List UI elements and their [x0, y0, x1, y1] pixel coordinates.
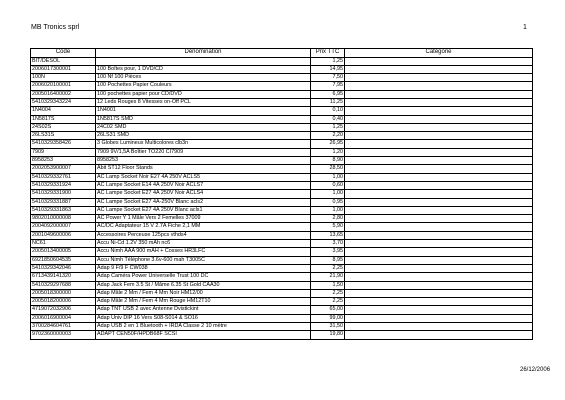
table-row	[31, 281, 533, 289]
cell-price: 6,95	[311, 90, 345, 98]
cell-denomination: AC Lamp Socket Noir E27 4A 250V ACLS5	[96, 173, 311, 181]
cell-price: 8,95	[311, 256, 345, 264]
cell-code: 3700284604761	[31, 323, 96, 331]
cell-code: 5410329331924	[31, 181, 96, 189]
cell-code: 9702360000003	[31, 331, 96, 339]
cell-category	[345, 98, 533, 106]
cell-category	[345, 107, 533, 115]
cell-denomination: Adap Mâle 2 Mm / Fem 4 Mm Rouge HM12T10	[96, 298, 311, 306]
table-row	[31, 323, 533, 331]
cell-code: 2004092000007	[31, 223, 96, 231]
cell-price: 0,60	[311, 181, 345, 189]
table-row	[31, 240, 533, 248]
table-row	[31, 74, 533, 82]
cell-code: BIT/DESOL	[31, 57, 96, 65]
cell-code: 6713439141320	[31, 273, 96, 281]
cell-price: 1,00	[311, 206, 345, 214]
table-row	[31, 107, 533, 115]
cell-category	[345, 181, 533, 189]
cell-price: 1,00	[311, 190, 345, 198]
table-row	[31, 206, 533, 214]
cell-code: 2005018200006	[31, 298, 96, 306]
cell-code: 2005016400002	[31, 90, 96, 98]
cell-category	[345, 223, 533, 231]
column-header-price: Prix TTC	[311, 49, 345, 58]
cell-category	[345, 173, 533, 181]
table-row	[31, 289, 533, 297]
table-row	[31, 157, 533, 165]
cell-price: 1,20	[311, 148, 345, 156]
cell-price: 14,95	[311, 65, 345, 73]
cell-denomination: AC Lampe Socket E27 4A 250V Blanc acls1	[96, 206, 311, 214]
cell-denomination: 7909 9V/1,5A Boîtier TO220 CI7909	[96, 148, 311, 156]
cell-price: 7,50	[311, 74, 345, 82]
cell-denomination: Adap Jack Fem 3.5 St / Mâme 6.35 St Gold CAA30	[96, 281, 311, 289]
cell-denomination: ADAPT CEN50F/HPDB68F SCSI	[96, 331, 311, 339]
cell-category	[345, 198, 533, 206]
cell-price: 11,25	[311, 98, 345, 106]
table-row	[31, 215, 533, 223]
cell-category	[345, 165, 533, 173]
table-row	[31, 331, 533, 339]
page-number: 1	[523, 24, 527, 31]
cell-code: 5410329331863	[31, 206, 96, 214]
cell-category	[345, 231, 533, 239]
cell-code: 5410329342046	[31, 264, 96, 272]
cell-denomination: 3 Globes Lumineux Multicolores clb3n	[96, 140, 311, 148]
cell-code: 1N4004	[31, 107, 96, 115]
cell-category	[345, 331, 533, 339]
cell-price: 0,40	[311, 115, 345, 123]
cell-denomination: Accu Nimh AAA 900 mAH + Cosses HR3LFC	[96, 248, 311, 256]
cell-price: 1,25	[311, 57, 345, 65]
cell-price: 7,95	[311, 82, 345, 90]
cell-denomination	[96, 57, 311, 65]
cell-code: 24S02S	[31, 123, 96, 131]
column-header-category: Catégorie	[345, 49, 533, 58]
cell-code: 2006016900004	[31, 314, 96, 322]
table-header-row	[31, 49, 533, 58]
cell-price: 3,95	[311, 248, 345, 256]
cell-code: 5410329331887	[31, 198, 96, 206]
table-row	[31, 165, 533, 173]
table-row	[31, 314, 533, 322]
cell-price: 0,10	[311, 107, 345, 115]
cell-denomination: Adap Caméra Power Universelle Trust 100 DC	[96, 273, 311, 281]
cell-category	[345, 273, 533, 281]
cell-category	[345, 82, 533, 90]
cell-denomination: 100 Pochettes Papier Couleurs	[96, 82, 311, 90]
table-row	[31, 256, 533, 264]
cell-denomination: AC/DC Adaptateur 15 V 2.7A Fiche 2,1 MM	[96, 223, 311, 231]
cell-code: 100N	[31, 74, 96, 82]
table-row	[31, 198, 533, 206]
cell-code: 2002053900007	[31, 165, 96, 173]
cell-code: 5410329332761	[31, 173, 96, 181]
cell-price: 26,95	[311, 140, 345, 148]
cell-price: 2,25	[311, 289, 345, 297]
cell-category	[345, 148, 533, 156]
cell-price: 8,90	[311, 157, 345, 165]
table-row	[31, 273, 533, 281]
cell-price: 28,50	[311, 165, 345, 173]
cell-code: 2005013400005	[31, 248, 96, 256]
cell-denomination: Accu Ni-Cd 1.2V 350 mAh nc6	[96, 240, 311, 248]
table-row	[31, 148, 533, 156]
cell-denomination: 1N5817S SMD	[96, 115, 311, 123]
cell-code: 8958253	[31, 157, 96, 165]
cell-category	[345, 65, 533, 73]
table-row	[31, 190, 533, 198]
table-row	[31, 115, 533, 123]
cell-category	[345, 240, 533, 248]
cell-price: 2,25	[311, 264, 345, 272]
cell-category	[345, 115, 533, 123]
table-row	[31, 231, 533, 239]
cell-category	[345, 57, 533, 65]
cell-price: 21,90	[311, 273, 345, 281]
cell-code: 4719072032906	[31, 306, 96, 314]
cell-code: 2006020100001	[31, 82, 96, 90]
table-row	[31, 140, 533, 148]
table-row	[31, 264, 533, 272]
cell-price: 99,00	[311, 314, 345, 322]
cell-denomination: 8958253	[96, 157, 311, 165]
cell-category	[345, 123, 533, 131]
cell-code: 5410329358426	[31, 140, 96, 148]
table-row	[31, 123, 533, 131]
cell-code: 2001049600006	[31, 231, 96, 239]
cell-price: 13,65	[311, 231, 345, 239]
cell-denomination: Accu Nimh Téléphone 3.6v-600 mah T3005C	[96, 256, 311, 264]
price-list-table	[30, 48, 533, 340]
table-row	[31, 181, 533, 189]
cell-category	[345, 90, 533, 98]
cell-code: 26LS31S	[31, 132, 96, 140]
cell-denomination: 100 Nf 100 Pièces	[96, 74, 311, 82]
cell-denomination: Accessoires Perceuse 125pcs vthds4	[96, 231, 311, 239]
cell-category	[345, 140, 533, 148]
cell-code: 5410329297688	[31, 281, 96, 289]
cell-price: 1,50	[311, 281, 345, 289]
cell-denomination: Adap TNT USB 2 avec Antenne Dvistickint	[96, 306, 311, 314]
cell-denomination: 100 pochettes papier pour CD/DVD	[96, 90, 311, 98]
cell-denomination: 100 Boîtes pour, 1 DVD/CD	[96, 65, 311, 73]
cell-code: 5410329331900	[31, 190, 96, 198]
cell-category	[345, 289, 533, 297]
table-row	[31, 98, 533, 106]
print-date: 26/12/2006	[520, 367, 551, 373]
cell-denomination: Adap 9 F/9 F CW038	[96, 264, 311, 272]
cell-category	[345, 248, 533, 256]
cell-denomination: 26LS31 SMD	[96, 132, 311, 140]
cell-category	[345, 132, 533, 140]
cell-price: 19,80	[311, 331, 345, 339]
cell-category	[345, 314, 533, 322]
cell-denomination: Adap USB 2 en 1 Bluetooth + IRDA Classe 2 10 mètre	[96, 323, 311, 331]
cell-category	[345, 215, 533, 223]
cell-price: 2,25	[311, 298, 345, 306]
table-row	[31, 132, 533, 140]
cell-denomination: 1N4001	[96, 107, 311, 115]
cell-denomination: AC Lampe Socket E27 4A-250V Blanc acls2	[96, 198, 311, 206]
cell-price: 31,50	[311, 323, 345, 331]
cell-denomination: Adap Univ DIP 16 Vers S08-S014 & SO16	[96, 314, 311, 322]
cell-category	[345, 157, 533, 165]
cell-code: 5410329343224	[31, 98, 96, 106]
cell-category	[345, 256, 533, 264]
cell-category	[345, 323, 533, 331]
cell-category	[345, 74, 533, 82]
table-row	[31, 223, 533, 231]
cell-price: 1,25	[311, 123, 345, 131]
cell-code: 6921850604535	[31, 256, 96, 264]
cell-code: NC61	[31, 240, 96, 248]
table-row	[31, 298, 533, 306]
cell-category	[345, 190, 533, 198]
cell-price: 65,00	[311, 306, 345, 314]
table-row	[31, 65, 533, 73]
cell-category	[345, 306, 533, 314]
company-name: MB Tronics sprl	[31, 24, 80, 31]
table-row	[31, 82, 533, 90]
cell-price: 2,20	[311, 132, 345, 140]
cell-code: 9802010000008	[31, 215, 96, 223]
cell-category	[345, 298, 533, 306]
cell-code: 2006017300001	[31, 65, 96, 73]
table-row	[31, 90, 533, 98]
cell-price: 3,70	[311, 240, 345, 248]
cell-denomination: Abit ST12 Floor Stands	[96, 165, 311, 173]
cell-category	[345, 206, 533, 214]
cell-price: 2,80	[311, 215, 345, 223]
cell-denomination: AC Power Y 1 Mâle Vers 2 Femelles 37009	[96, 215, 311, 223]
cell-code: 2005018300000	[31, 289, 96, 297]
cell-denomination: 24C02 SMD	[96, 123, 311, 131]
cell-price: 5,90	[311, 223, 345, 231]
cell-category	[345, 281, 533, 289]
table-row	[31, 57, 533, 65]
table-row	[31, 173, 533, 181]
column-header-denomination: Dénomination	[96, 49, 311, 58]
cell-denomination: AC Lampe Socket E14 4A 250V Noir ACLS7	[96, 181, 311, 189]
cell-denomination: 12 Leds Rouges 8 Vitesses on-Off PCL	[96, 98, 311, 106]
cell-code: 7909	[31, 148, 96, 156]
table-row	[31, 248, 533, 256]
cell-denomination: Adap Mâle 2 Mm / Fem 4 Mm Noir HM12/00	[96, 289, 311, 297]
column-header-code: Code	[31, 49, 96, 58]
cell-denomination: AC Lampe Socket E27 4A 250V Noir ACLS4	[96, 190, 311, 198]
cell-price: 0,95	[311, 198, 345, 206]
cell-code: 1N5817S	[31, 115, 96, 123]
cell-price: 1,00	[311, 173, 345, 181]
table-row	[31, 306, 533, 314]
cell-category	[345, 264, 533, 272]
